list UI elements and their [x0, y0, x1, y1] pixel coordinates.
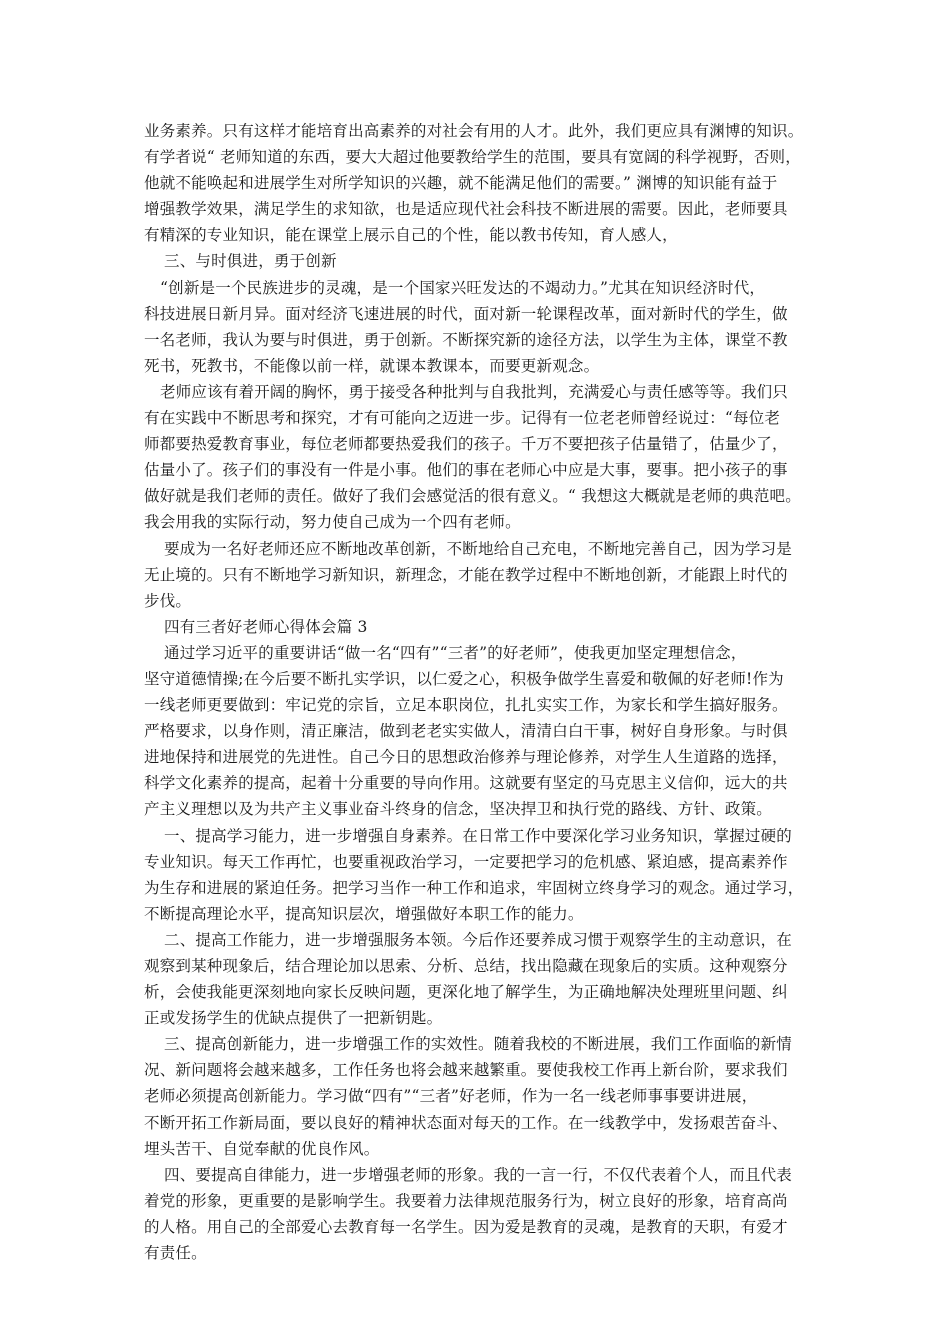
- text-line: 有在实践中不断思考和探究，才有可能向之迈进一步。记得有一位老老师曾经说过：“每位老: [144, 409, 781, 428]
- text-line: 着党的形象，更重要的是影响学生。我要着力法律规范服务行为，树立良好的形象，培育高尚: [144, 1191, 788, 1210]
- text-line: “创新是一个民族进步的灵魂，是一个国家兴旺发达的不竭动力。”尤其在知识经济时代，: [160, 278, 766, 297]
- text-line: 四有三者好老师心得体会篇 3: [164, 617, 368, 636]
- text-line: 无止境的。只有不断地学习新知识，新理念，才能在教学过程中不断地创新，才能跟上时代的: [144, 565, 788, 584]
- text-line: 产主义理想以及为共产主义事业奋斗终身的信念，坚决捍卫和执行党的路线、方针、政策。: [144, 800, 773, 819]
- text-line: 三、与时俱进，勇于创新: [164, 252, 337, 271]
- text-line: 一线老师更要做到：牢记党的宗旨，立足本职岗位，扎扎实实工作，为家长和学生搞好服务。: [144, 696, 788, 715]
- text-line: 不断开拓工作新局面，要以良好的精神状态面对每天的工作。在一线教学中，发扬艰苦奋斗、: [144, 1113, 788, 1132]
- text-line: 三、提高创新能力，进一步增强工作的实效性。随着我校的不断进展，我们工作面临的新情: [164, 1035, 793, 1054]
- text-line: 一名老师，我认为要与时俱进，勇于创新。不断探究新的途径方法，以学生为主体，课堂不教: [144, 330, 788, 349]
- text-line: 有学者说“ 老师知道的东西，要大大超过他要教给学生的范围，要具有宽阔的科学视野，否则，: [144, 148, 801, 167]
- text-line: 通过学习近平的重要讲话“做一名“四有”“三者”的好老师”，使我更加坚定理想信念，: [164, 643, 747, 662]
- text-line: 一、提高学习能力，进一步增强自身素养。在日常工作中要深化学习业务知识，掌握过硬的: [164, 826, 793, 845]
- text-line: 科技进展日新月异。面对经济飞速进展的时代，面对新一轮课程改革，面对新时代的学生，做: [144, 304, 788, 323]
- text-line: 况、新问题将会越来越多，工作任务也将会越来越繁重。要使我校工作再上新台阶，要求我们: [144, 1061, 788, 1080]
- text-line: 为生存和进展的紧迫任务。把学习当作一种工作和追求，牢固树立终身学习的观念。通过学习，: [144, 878, 804, 897]
- text-line: 老师应该有着开阔的胸怀，勇于接受各种批判与自我批判，充满爱心与责任感等等。我们只: [160, 382, 789, 401]
- text-line: 他就不能唤起和进展学生对所学知识的兴趣，就不能满足他们的需要。” 渊博的知识能有益于: [144, 174, 778, 193]
- text-line: 有责任。: [144, 1244, 207, 1263]
- text-line: 步伐。: [144, 591, 192, 610]
- text-line: 四、要提高自律能力，进一步增强老师的形象。我的一言一行，不仅代表着个人，而且代表: [164, 1165, 793, 1184]
- text-line: 业务素养。只有这样才能培育出高素养的对社会有用的人才。此外，我们更应具有渊博的知识。: [144, 122, 804, 140]
- text-line: 埋头苦干、自觉奉献的优良作风。: [144, 1139, 380, 1158]
- text-line: 死书，死教书，不能像以前一样，就课本教课本，而要更新观念。: [144, 356, 600, 375]
- text-line: 师都要热爱教育事业，每位老师都要热爱我们的孩子。千万不要把孩子估量错了，估量少了，: [144, 435, 788, 454]
- text-line: 不断提高理论水平，提高知识层次，增强做好本职工作的能力。: [144, 904, 584, 923]
- text-line: 老师必须提高创新能力。学习做“四有”“三者”好老师，作为一名一线老师事事要讲进展，: [144, 1087, 758, 1106]
- text-line: 我会用我的实际行动，努力使自己成为一个四有老师。: [144, 513, 521, 532]
- text-line: 的人格。用自己的全部爱心去教育每一名学生。因为爱是教育的灵魂，是教育的天职，有爱才: [144, 1217, 788, 1236]
- text-line: 析，会使我能更深刻地向家长反映问题，更深化地了解学生，为正确地解决处理班里问题、纠: [144, 983, 788, 1002]
- text-line: 观察到某种现象后，结合理论加以思索、分析、总结，找出隐藏在现象后的实质。这种观察分: [144, 957, 788, 975]
- text-line: 估量小了。孩子们的事没有一件是小事。他们的事在老师心中应是大事，要事。把小孩子的事: [144, 461, 788, 480]
- text-line: 进地保持和进展党的先进性。自己今日的思想政治修养与理论修养，对学生人生道路的选择，: [144, 748, 788, 767]
- document-body: [144, 118, 834, 1266]
- text-line: 要成为一名好老师还应不断地改革创新，不断地给自己充电，不断地完善自己，因为学习是: [164, 539, 793, 558]
- text-line: 正或发扬学生的优缺点提供了一把新钥匙。: [144, 1009, 443, 1028]
- text-line: 二、提高工作能力，进一步增强服务本领。今后作还要养成习惯于观察学生的主动意识，在: [164, 930, 793, 949]
- text-line: 有精深的专业知识，能在课堂上展示自己的个性，能以教书传知，育人感人，: [144, 226, 678, 245]
- text-line: 增强教学效果，满足学生的求知欲，也是适应现代社会科技不断进展的需要。因此，老师要具: [144, 200, 788, 219]
- text-line: 坚守道德情操;在今后要不断扎实学识，以仁爱之心，积极争做学生喜爱和敬佩的好老师!作为: [144, 669, 784, 688]
- text-line: 科学文化素养的提高，起着十分重要的导向作用。这就要有坚定的马克思主义信仰，远大的共: [144, 774, 788, 793]
- text-line: 专业知识。每天工作再忙，也要重视政治学习，一定要把学习的危机感、紧迫感，提高素养作: [144, 852, 788, 871]
- text-line: 做好就是我们老师的责任。做好了我们会感觉活的很有意义。“ 我想这大概就是老师的典范吧。: [144, 487, 801, 506]
- text-line: 严格要求，以身作则，清正廉洁，做到老老实实做人，清清白白干事，树好自身形象。与时俱: [144, 722, 788, 741]
